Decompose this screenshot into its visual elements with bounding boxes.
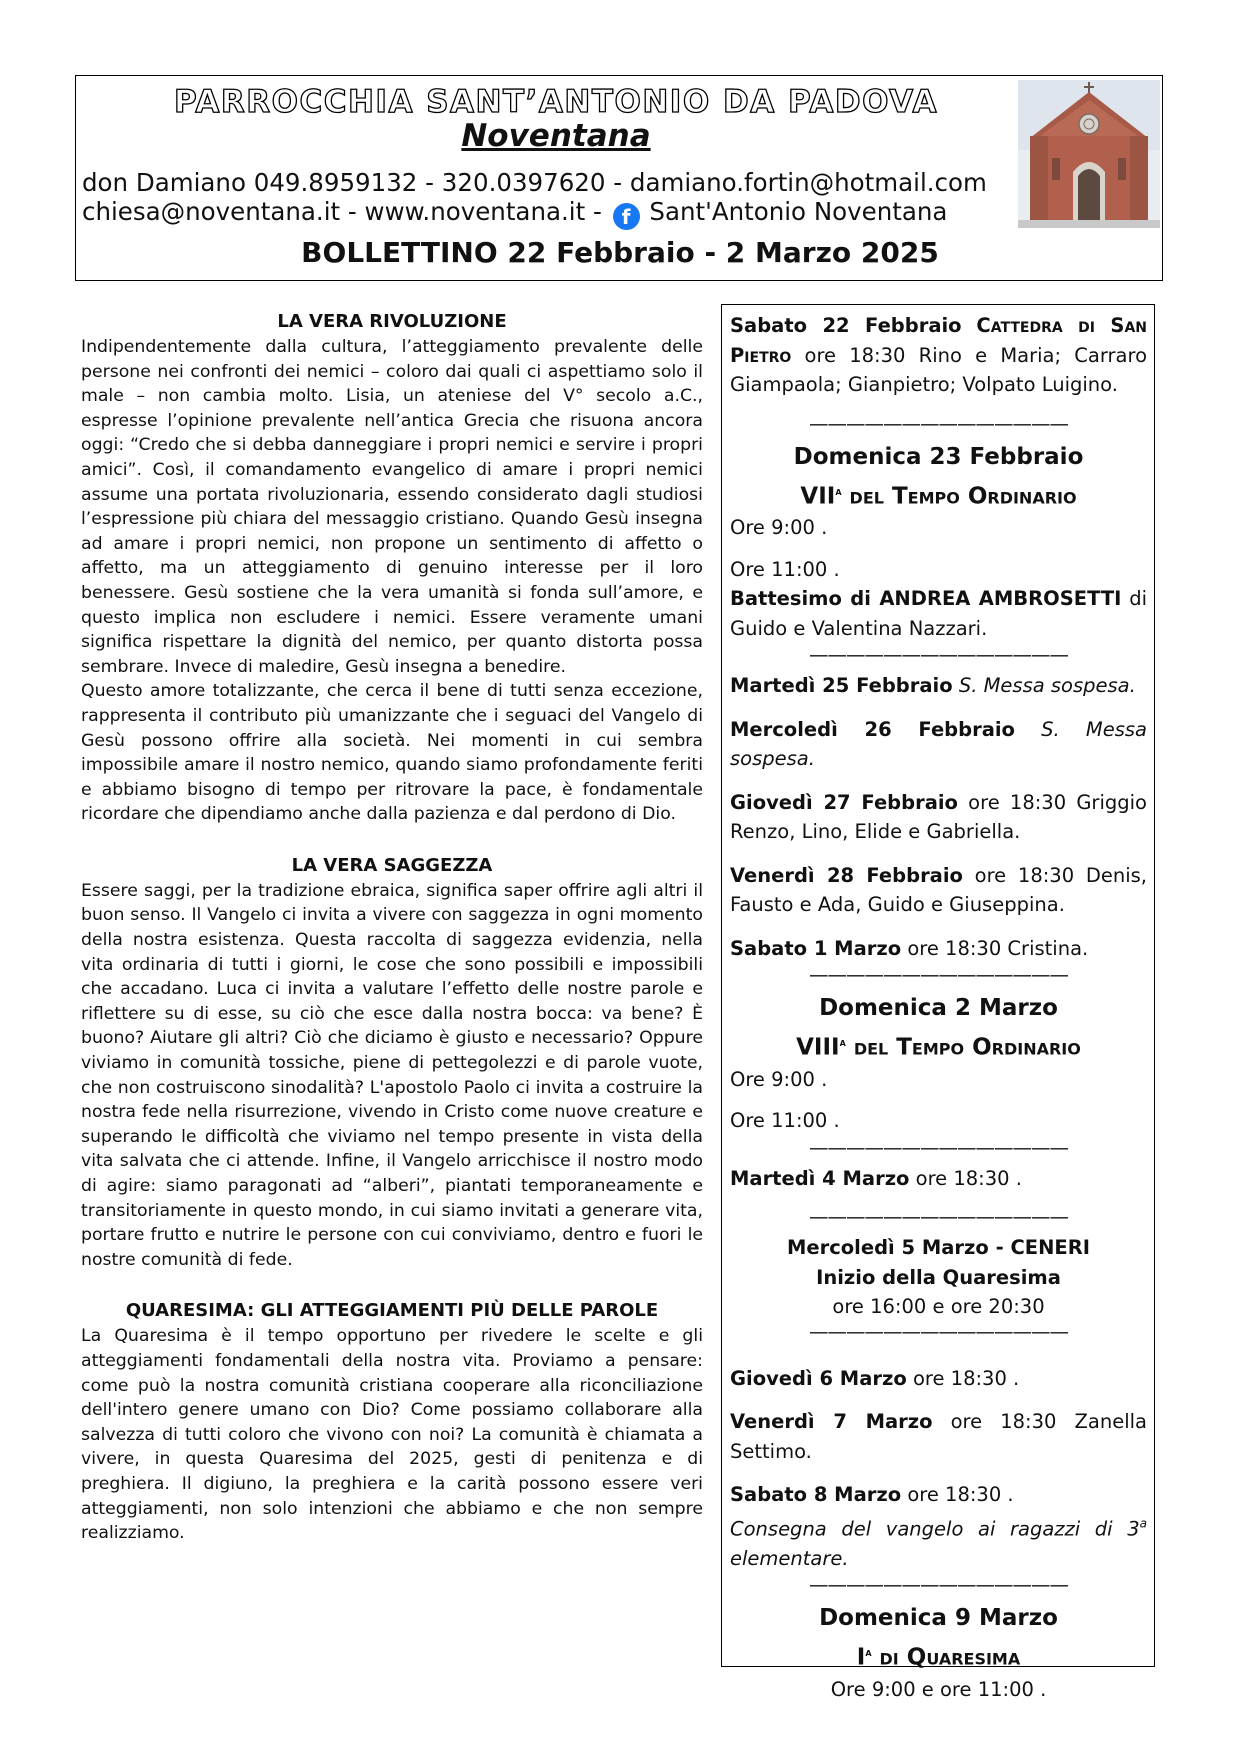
sunday-roman: VII (800, 483, 836, 510)
article-title: LA VERA RIVOLUZIONE (277, 311, 507, 332)
entry-text: ore 18:30 . (901, 1483, 1014, 1507)
entry-martedi-4 (730, 1164, 1147, 1194)
separator: —————————————— (809, 1207, 1068, 1228)
entry-sabato-1 (730, 934, 1147, 964)
entry-day: Sabato 1 Marzo (730, 936, 902, 960)
bulletin-date: BOLLETTINO 22 Febbraio - 2 Marzo 2025 (301, 236, 939, 269)
facebook-icon: f (613, 203, 640, 230)
article-title: QUARESIMA: GLI ATTEGGIAMENTI PIÙ DELLE PAROLE (125, 1300, 659, 1322)
entry-martedi-25 (730, 671, 1147, 701)
contact-line-1: don Damiano 049.8959132 - 320.0397620 - damiano.fortin@hotmail.com (82, 168, 987, 197)
separator: —————————————— (809, 1575, 1068, 1596)
entry-text: ore 18:30 Griggio Renzo, Lino, Elide e Gabriella. (730, 790, 1147, 844)
entry-note (730, 1510, 1147, 1574)
sunday-subtitle (730, 1635, 1147, 1675)
church-photo (1018, 80, 1160, 228)
note-text: Consegna del vangelo ai ragazzi di 3 (730, 1517, 1140, 1541)
entry-venerdi-28 (730, 861, 1147, 920)
entry-sabato-22 (730, 311, 1147, 400)
baptism-parents: di Guido e Valentina Nazzari. (730, 587, 1147, 640)
sunday-rest: di Quaresima (871, 1644, 1021, 1671)
parish-title: PARROCCHIA SANT’ANTONIO DA PADOVA (174, 84, 938, 120)
separator: —————————————— (809, 1321, 1068, 1342)
lent-start: Inizio della Quaresima (816, 1265, 1061, 1289)
sunday-roman: I (856, 1644, 866, 1671)
baptism (730, 584, 1147, 643)
entry-text: ore 18:30 . (909, 1166, 1022, 1190)
entry-text: ore 18:30 Cristina. (901, 936, 1089, 960)
entry-note: S. Messa sospesa. (730, 717, 1148, 771)
entry-day: Martedì 4 Marzo (730, 1166, 910, 1190)
sunday-title: Domenica 9 Marzo (819, 1605, 1058, 1632)
parish-subtitle: Noventana (461, 118, 651, 154)
separator: —————————————— (809, 1137, 1068, 1158)
entry-day: Venerdì 28 Febbraio (730, 863, 963, 887)
note-sup: a (1139, 1516, 1147, 1531)
article-paragraph: Indipendentemente dalla cultura, l’atteggiamento prevalente delle persone nei confronti dei nemici – coloro dai quali ci aspettiamo solo il male – non cambia molto. Lisia, un ateniese del V° secolo a.C., espresse l’opinione prevalente nell’antica Grecia che risuona ancora oggi: “Credo che si debba danneggiare i propri nemici e servire i propri amici”. Così, il comandamento evangelico di amare i propri nemici assume una portata rivoluzionaria, essendo considerato dagli studiosi l’espressione più chiara del messaggio cristiano. Quando Gesù insegna ad amare i propri nemici, non propone un sentimento di affetto o affetto, ma un atteggiamento di genuino interesse per il loro benessere. Gesù sostiene che la vera umanità si fonda sull’amore, e questo implica non escludere i nemici. Essere veramente umani significa rispettare la dignità del nemico, per quanto distorta possa sembrare. Invece di maledire, Gesù insegna a benedire. (81, 337, 703, 677)
entry-sabato-8 (730, 1480, 1147, 1510)
article-quaresima (81, 1298, 703, 1545)
sunday-rest: del Tempo Ordinario (841, 483, 1077, 510)
article-paragraph: Questo amore totalizzante, che cerca il bene di tutti senza eccezione, rappresenta il contributo più umanizzante che i seguaci del Vangelo di Gesù possono offrire alla società. Nei momenti in cui sembra impossibile amare il nostro nemico, quando siamo profondamente feriti e abbiamo bisogno di tempo per ritrovare la pace, è fondamentale ricordare che dipendiamo anche dalla pazienza e dal perdono di Dio. (81, 681, 703, 825)
entry-feast: Cattedra di San Pietro (730, 314, 1147, 367)
sunday-rest: del Tempo Ordinario (845, 1034, 1081, 1061)
sunday-title: Domenica 2 Marzo (819, 995, 1058, 1022)
sunday-subtitle (730, 474, 1147, 514)
entry-day: Sabato 8 Marzo (730, 1483, 902, 1507)
baptism-name: ANDREA AMBROSETTI (879, 587, 1122, 611)
entry-text: ore 18:30 Zanella Settimo. (730, 1410, 1147, 1463)
entry-day: Venerdì 7 Marzo (730, 1410, 933, 1434)
sunday-sup: a (839, 1035, 846, 1050)
ash-wednesday-title: Mercoledì 5 Marzo - CENERI (786, 1236, 1091, 1260)
mass-time: Ore 11:00 . (730, 1109, 840, 1133)
article-title: LA VERA SAGGEZZA (291, 854, 493, 876)
mass-time: Ore 9:00 e ore 11:00 . (830, 1677, 1047, 1701)
entry-giovedi-6 (730, 1364, 1147, 1394)
sunday-subtitle (730, 1025, 1147, 1065)
entry-day: Giovedì 27 Febbraio (730, 790, 958, 814)
mass-time: Ore 9:00 . (730, 1067, 828, 1091)
note-text: elementare. (730, 1546, 849, 1570)
entry-day: Sabato 22 Febbraio (730, 314, 962, 337)
article-vera-saggezza (81, 853, 703, 1273)
entry-day: Martedì 25 Febbraio (730, 674, 953, 698)
article-paragraph: Essere saggi, per la tradizione ebraica, significa saper offrire agli altri il buon senso. Il Vangelo ci invita a vivere con saggezza in ogni momento della nostra esistenza. Questa raccolta di saggezza evidenzia, nella vita ordinaria di tutti i giorni, le cose che sono possibili e impossibili che accadano. Luca ci invita a valutare l’effetto delle nostre parole e riflettere su di esse, su ciò che esce dalla nostra bocca: va bene? È buono? Aiutare gli altri? Ciò che diciamo è giusto e necessario? Oppure viviamo in comunità tossiche, piene di pettegolezzi e di parole vuote, che non costruiscono sinodalità? L'apostolo Paolo ci invita a costruire la nostra fede nella risurrezione, vivendo in Cristo come nuove creature e superando le difficoltà che viviamo nel tempo presente in vista della vita salvata che ci attende. Infine, il Vangelo arricchisce il nostro modo di agire: siamo paragonati ad “alberi”, piantati temporaneamente e transitoriamente in questo mondo, in cui siamo invitati a generare vita, portare frutto e nutrire le persone con cui conviviamo, dentro e fuori le nostre comunità di fede. (81, 880, 703, 1270)
entry-text: ore 18:30 . (906, 1366, 1020, 1390)
separator: —————————————— (809, 965, 1068, 986)
articles-column (81, 309, 703, 1572)
ash-wednesday-times: ore 16:00 e ore 20:30 (832, 1295, 1045, 1319)
sunday-roman: VIII (796, 1034, 840, 1061)
contact-line-2 (82, 197, 947, 230)
bulletin-header (75, 75, 1163, 281)
article-vera-rivoluzione (81, 309, 703, 827)
entry-venerdi-7 (730, 1407, 1147, 1466)
entry-mercoledi-26 (730, 715, 1147, 774)
entry-note: S. Messa sospesa. (958, 674, 1136, 698)
entry-text: ore 18:30 Denis, Fausto e Ada, Guido e Giuseppina. (730, 863, 1147, 917)
baptism-label: Battesimo di (730, 587, 880, 611)
facebook-page-name: Sant'Antonio Noventana (649, 197, 948, 226)
contact-email-web: chiesa@noventana.it - www.noventana.it - (82, 197, 602, 226)
sunday-sup: a (865, 1645, 872, 1660)
sunday-title: Domenica 23 Febbraio (793, 443, 1084, 470)
entry-giovedi-27 (730, 788, 1147, 847)
entry-day: Mercoledì 26 Febbraio (730, 717, 1015, 741)
mass-calendar (721, 304, 1155, 1701)
article-paragraph: La Quaresima è il tempo opportuno per rivedere le scelte e gli atteggiamenti fondamentali della nostra vita. Proviamo a pensare: come può la nostra comunità cristiana cooperare alla riconciliazione dell'intero genere umano con Dio? Come possiamo collaborare alla salvezza di tutti coloro che vivono con noi? La comunità è chiamata a vivere, in questa Quaresima del 2025, gesti di penitenza e di preghiera. Il digiuno, la preghiera e la carità possono essere veri atteggiamenti, non solo intenzioni che abbiamo e che non sempre realizziamo. (81, 1326, 703, 1544)
sunday-sup: a (835, 483, 842, 498)
mass-time: Ore 11:00 . (730, 557, 840, 581)
separator: —————————————— (809, 645, 1068, 666)
mass-time: Ore 9:00 . (730, 516, 828, 540)
entry-day: Giovedì 6 Marzo (730, 1366, 907, 1390)
separator: —————————————— (809, 413, 1068, 434)
entry-text: ore 18:30 Rino e Maria; Carraro Giampaola; Gianpietro; Volpato Luigino. (730, 343, 1147, 396)
